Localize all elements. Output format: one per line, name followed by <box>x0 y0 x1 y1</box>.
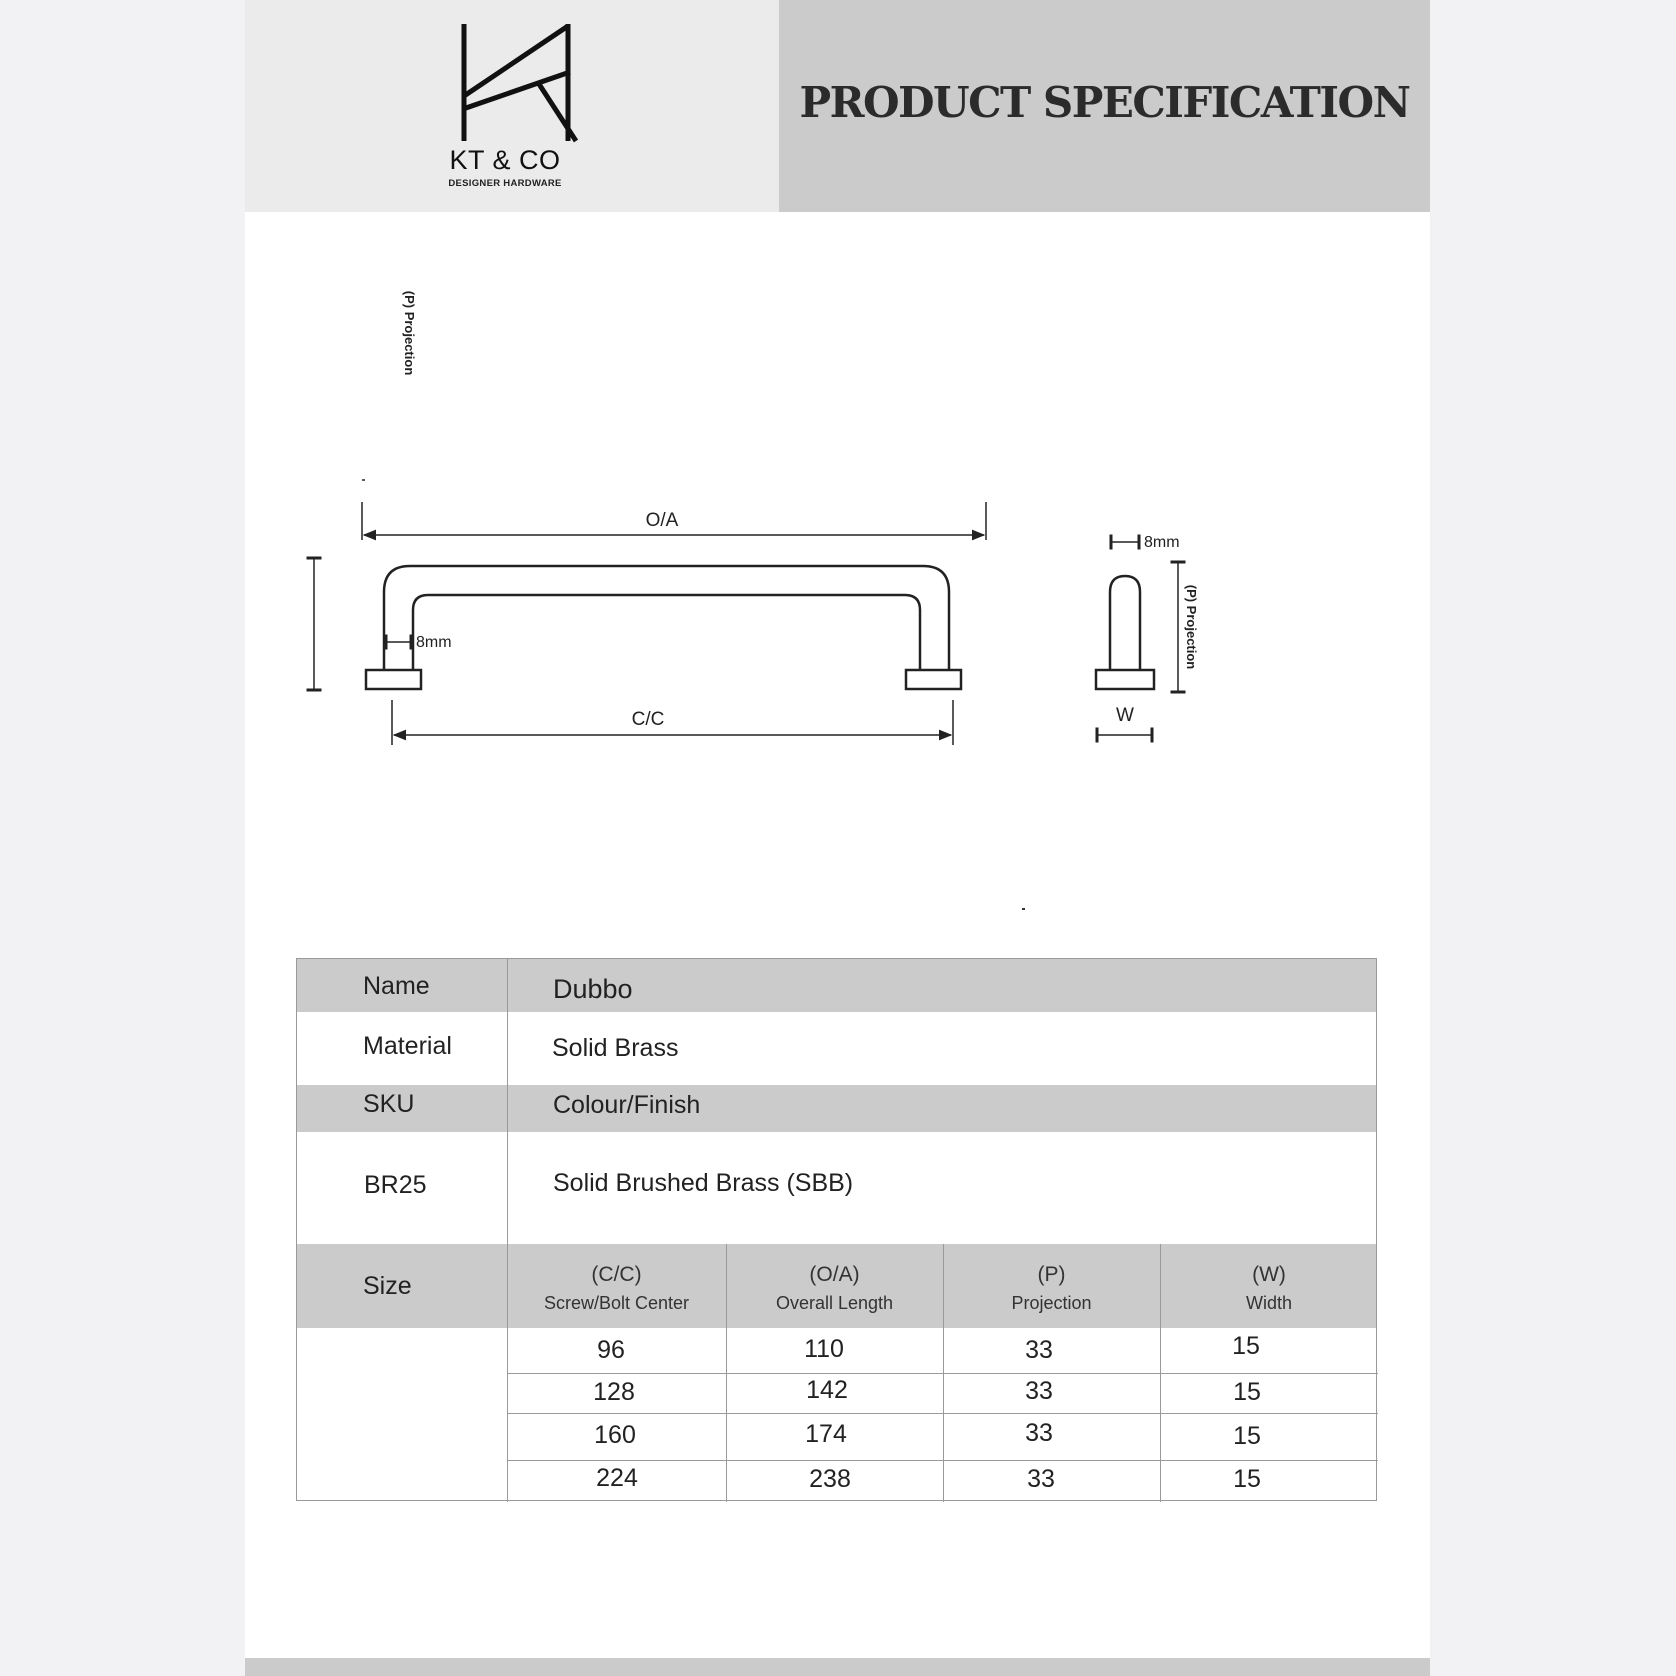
table-row-0-p: 33 <box>1025 1336 1053 1364</box>
table-row-2-oa: 174 <box>805 1420 847 1448</box>
kt-monogram-logo <box>455 20 580 145</box>
column-header-cc: (C/C) Screw/Bolt Center <box>543 1263 690 1313</box>
table-row-2-cc: 160 <box>594 1421 636 1449</box>
table-row-1-cc: 128 <box>593 1378 635 1406</box>
spec-sheet <box>245 0 1430 1676</box>
table-row-3-oa: 238 <box>809 1465 851 1493</box>
table-row-2-w: 15 <box>1233 1422 1261 1450</box>
projection-label-side: (P) Projection <box>1184 584 1199 670</box>
table-row-1-p: 33 <box>1025 1377 1053 1405</box>
column-header-width: (W) Width <box>1245 1263 1292 1313</box>
size-label: Size <box>363 1272 412 1300</box>
sku-label: SKU <box>363 1090 415 1118</box>
finish-value: Solid Brushed Brass (SBB) <box>553 1169 854 1197</box>
table-row-0-oa: 110 <box>804 1335 844 1363</box>
centre-centre-label: C/C <box>631 709 665 730</box>
table-row-2-p: 33 <box>1025 1419 1053 1447</box>
page-title: PRODUCT SPECIFICATION <box>799 78 1410 127</box>
header-title-panel <box>779 0 1430 212</box>
sku-value: BR25 <box>364 1171 427 1199</box>
stray-dot <box>1022 908 1025 910</box>
sku-row-band <box>297 1085 1376 1132</box>
column-header-projection: (P) Projection <box>1011 1263 1092 1313</box>
finish-label: Colour/Finish <box>553 1091 701 1119</box>
brand-tagline: DESIGNER HARDWARE <box>448 178 562 189</box>
table-row-3-p: 33 <box>1027 1465 1055 1493</box>
width-label: W <box>1116 705 1134 726</box>
column-header-oa: (O/A) Overall Length <box>775 1263 894 1313</box>
table-row-3-cc: 224 <box>596 1464 638 1492</box>
spec-table <box>296 958 1377 1501</box>
table-row-0-w: 15 <box>1232 1332 1260 1360</box>
name-row-band <box>297 959 1376 1012</box>
material-label: Material <box>363 1032 452 1060</box>
overall-length-label: O/A <box>645 510 679 531</box>
name-value: Dubbo <box>553 974 633 1004</box>
brand-name: KT & CO <box>449 145 561 175</box>
material-value: Solid Brass <box>552 1034 679 1062</box>
footer-bar <box>245 1658 1430 1676</box>
table-row-0-cc: 96 <box>597 1336 625 1364</box>
table-row-1-oa: 142 <box>806 1376 848 1404</box>
name-label: Name <box>363 972 430 1000</box>
dimension-lines <box>365 290 1365 750</box>
side-bar-diameter-label: 8mm <box>1144 534 1180 551</box>
front-bar-diameter-label: 8mm <box>416 634 452 651</box>
header-logo-panel <box>245 0 779 212</box>
projection-label-front: (P) Projection <box>402 290 417 376</box>
table-row-1-w: 15 <box>1233 1378 1261 1406</box>
table-row-3-w: 15 <box>1233 1465 1261 1493</box>
